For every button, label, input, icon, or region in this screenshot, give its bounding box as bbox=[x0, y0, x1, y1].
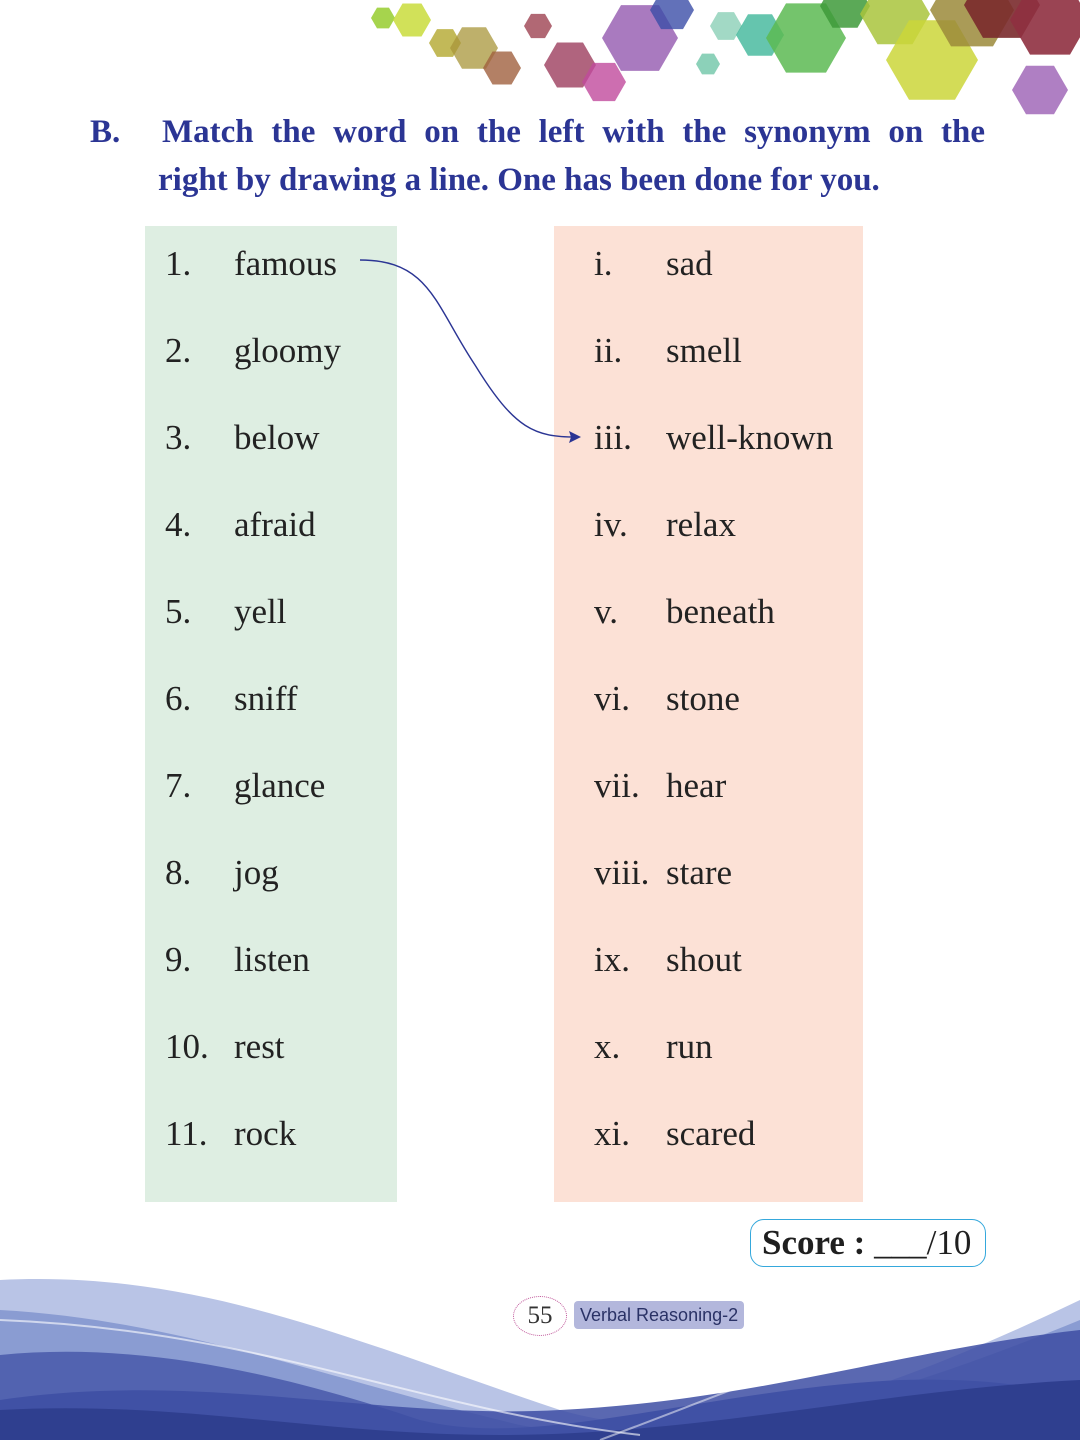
left-item-word: jog bbox=[234, 853, 279, 892]
right-item-word: run bbox=[666, 1027, 713, 1066]
hexagon-shape bbox=[371, 8, 395, 29]
right-item-word: relax bbox=[666, 505, 736, 544]
right-item[interactable] bbox=[554, 940, 863, 984]
right-item-number: viii. bbox=[594, 853, 650, 892]
left-item-word: glance bbox=[234, 766, 326, 805]
hexagon-pattern bbox=[371, 0, 1080, 114]
left-item-word: rest bbox=[234, 1027, 285, 1066]
instruction-line-1: Match the word on the left with the synonym on the bbox=[162, 114, 985, 150]
right-item[interactable] bbox=[554, 679, 863, 723]
right-item-number: ix. bbox=[594, 940, 630, 979]
left-item-number: 5. bbox=[165, 592, 192, 631]
page-number: 55 bbox=[513, 1296, 567, 1336]
right-item-number: vi. bbox=[594, 679, 630, 718]
left-item-word: rock bbox=[234, 1114, 297, 1153]
right-item-number: iv. bbox=[594, 505, 628, 544]
right-item-number: v. bbox=[594, 592, 618, 631]
score-label: Score : bbox=[762, 1223, 866, 1262]
left-item-word: below bbox=[234, 418, 320, 457]
right-item-number: iii. bbox=[594, 418, 632, 457]
left-item[interactable] bbox=[145, 1027, 397, 1071]
left-item-number: 4. bbox=[165, 505, 192, 544]
hexagon-shape bbox=[393, 4, 431, 37]
right-item-word: smell bbox=[666, 331, 742, 370]
right-item[interactable] bbox=[554, 244, 863, 288]
left-item[interactable] bbox=[145, 853, 397, 897]
right-item-number: ii. bbox=[594, 331, 623, 370]
left-item-word: sniff bbox=[234, 679, 298, 718]
right-item-word: stone bbox=[666, 679, 740, 718]
left-item-number: 1. bbox=[165, 244, 192, 283]
left-item[interactable] bbox=[145, 766, 397, 810]
hexagon-shape bbox=[1012, 66, 1068, 114]
example-match-line bbox=[355, 255, 595, 450]
match-line-curve bbox=[360, 260, 577, 437]
left-item[interactable] bbox=[145, 679, 397, 723]
right-item[interactable] bbox=[554, 331, 863, 375]
right-item-number: i. bbox=[594, 244, 613, 283]
left-item-number: 2. bbox=[165, 331, 192, 370]
right-item-word: beneath bbox=[666, 592, 775, 631]
left-item-word: listen bbox=[234, 940, 310, 979]
right-item-number: vii. bbox=[594, 766, 640, 805]
right-item-number: x. bbox=[594, 1027, 621, 1066]
hexagon-shape bbox=[696, 54, 720, 75]
left-item-number: 7. bbox=[165, 766, 192, 805]
book-title-tag: Verbal Reasoning-2 bbox=[574, 1301, 744, 1329]
right-item[interactable] bbox=[554, 1114, 863, 1158]
right-item[interactable] bbox=[554, 592, 863, 636]
left-item-number: 9. bbox=[165, 940, 192, 979]
right-item[interactable] bbox=[554, 505, 863, 549]
right-item-word: shout bbox=[666, 940, 742, 979]
left-item-number: 6. bbox=[165, 679, 192, 718]
left-item[interactable] bbox=[145, 1114, 397, 1158]
right-item-word: scared bbox=[666, 1114, 756, 1153]
right-item-word: hear bbox=[666, 766, 727, 805]
left-item[interactable] bbox=[145, 940, 397, 984]
left-item-word: gloomy bbox=[234, 331, 341, 370]
right-item[interactable] bbox=[554, 1027, 863, 1071]
right-item-word: stare bbox=[666, 853, 733, 892]
left-item-number: 3. bbox=[165, 418, 192, 457]
section-letter: B. bbox=[90, 114, 121, 150]
left-item-number: 10. bbox=[165, 1027, 209, 1066]
right-item-number: xi. bbox=[594, 1114, 630, 1153]
left-item-word: famous bbox=[234, 244, 338, 283]
right-item-word: well-known bbox=[666, 418, 834, 457]
right-item[interactable] bbox=[554, 418, 863, 462]
left-item-word: afraid bbox=[234, 505, 316, 544]
left-item[interactable] bbox=[145, 505, 397, 549]
score-value: ___/10 bbox=[874, 1223, 972, 1262]
right-item[interactable] bbox=[554, 853, 863, 897]
right-item[interactable] bbox=[554, 766, 863, 810]
left-item-number: 8. bbox=[165, 853, 192, 892]
left-item-word: yell bbox=[234, 592, 287, 631]
instruction-line-2: right by drawing a line. One has been done for you. bbox=[158, 162, 880, 198]
left-item[interactable] bbox=[145, 592, 397, 636]
right-synonym-column bbox=[554, 226, 863, 1202]
hexagon-shape bbox=[1010, 0, 1080, 55]
decorative-waves bbox=[0, 1260, 1080, 1440]
hexagon-shape bbox=[524, 14, 552, 38]
left-item-number: 11. bbox=[165, 1114, 208, 1153]
right-item-word: sad bbox=[666, 244, 713, 283]
